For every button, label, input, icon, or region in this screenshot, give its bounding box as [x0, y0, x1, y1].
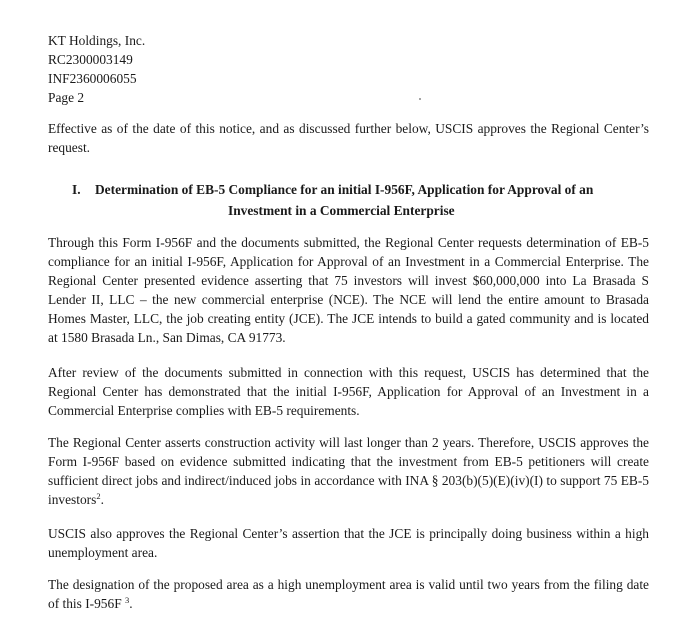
job-creation-text: The Regional Center asserts construction activity will last longer than 2 years. Therefore, USCIS approves the Form I-956F based on evidence submitted indicating that the investment from EB-5 petitioners will create sufficient direct jobs and indirect/induced jobs in accordance with INA § 203(b)(5)(E)(iv)(I) to support 75 EB-5 investors	[48, 435, 649, 507]
page-number: Page 2	[48, 90, 85, 105]
intro-paragraph: Effective as of the date of this notice, and as discussed further below, USCIS approves the Regional Center’s request.	[48, 121, 649, 155]
paragraph-designation-validity	[48, 575, 649, 613]
designation-text: The designation of the proposed area as a high unemployment area is valid until two years from the filing date of this I-956F	[48, 577, 649, 611]
company-name: KT Holdings, Inc.	[48, 33, 146, 48]
scan-speck	[419, 98, 421, 100]
rc-number: RC2300003149	[48, 52, 133, 67]
paragraph-compliance-request: Through this Form I-956F and the documents submitted, the Regional Center requests determination of EB-5 compliance for an initial I-956F, Application for Approval of an Investment in a Commercial Enterprise. The Regional Center presented evidence asserting that 75 investors will invest $60,000,000 into La Brasada S Lender II, LLC – the new commercial enterprise (NCE). The NCE will lend the entire amount to Brasada Homes Master, LLC, the job creating entity (JCE). The JCE intends to build a gated community and is located at 1580 Brasada Ln., San Dimas, CA 91773.	[48, 235, 649, 345]
footnote-ref-2: 2	[96, 491, 101, 501]
section-number: I.	[72, 182, 81, 197]
inf-number: INF2360006055	[48, 71, 137, 86]
paragraph-job-creation	[48, 433, 649, 509]
footnote-ref-3: 3	[125, 595, 130, 605]
designation-end: .	[129, 596, 133, 611]
section-title-line2: Investment in a Commercial Enterprise	[228, 203, 455, 218]
paragraph-high-unemployment: USCIS also approves the Regional Center’s assertion that the JCE is principally doing business within a high unemployment area.	[48, 526, 649, 560]
job-creation-end: .	[100, 492, 104, 507]
letter-header	[48, 31, 145, 107]
section-title-line1: Determination of EB-5 Compliance for an initial I-956F, Application for Approval of an	[95, 182, 594, 197]
paragraph-determination: After review of the documents submitted in connection with this request, USCIS has determined that the Regional Center has demonstrated that the initial I-956F, Application for Approval of an Investment in a Commercial Enterprise complies with EB-5 requirements.	[48, 365, 649, 418]
